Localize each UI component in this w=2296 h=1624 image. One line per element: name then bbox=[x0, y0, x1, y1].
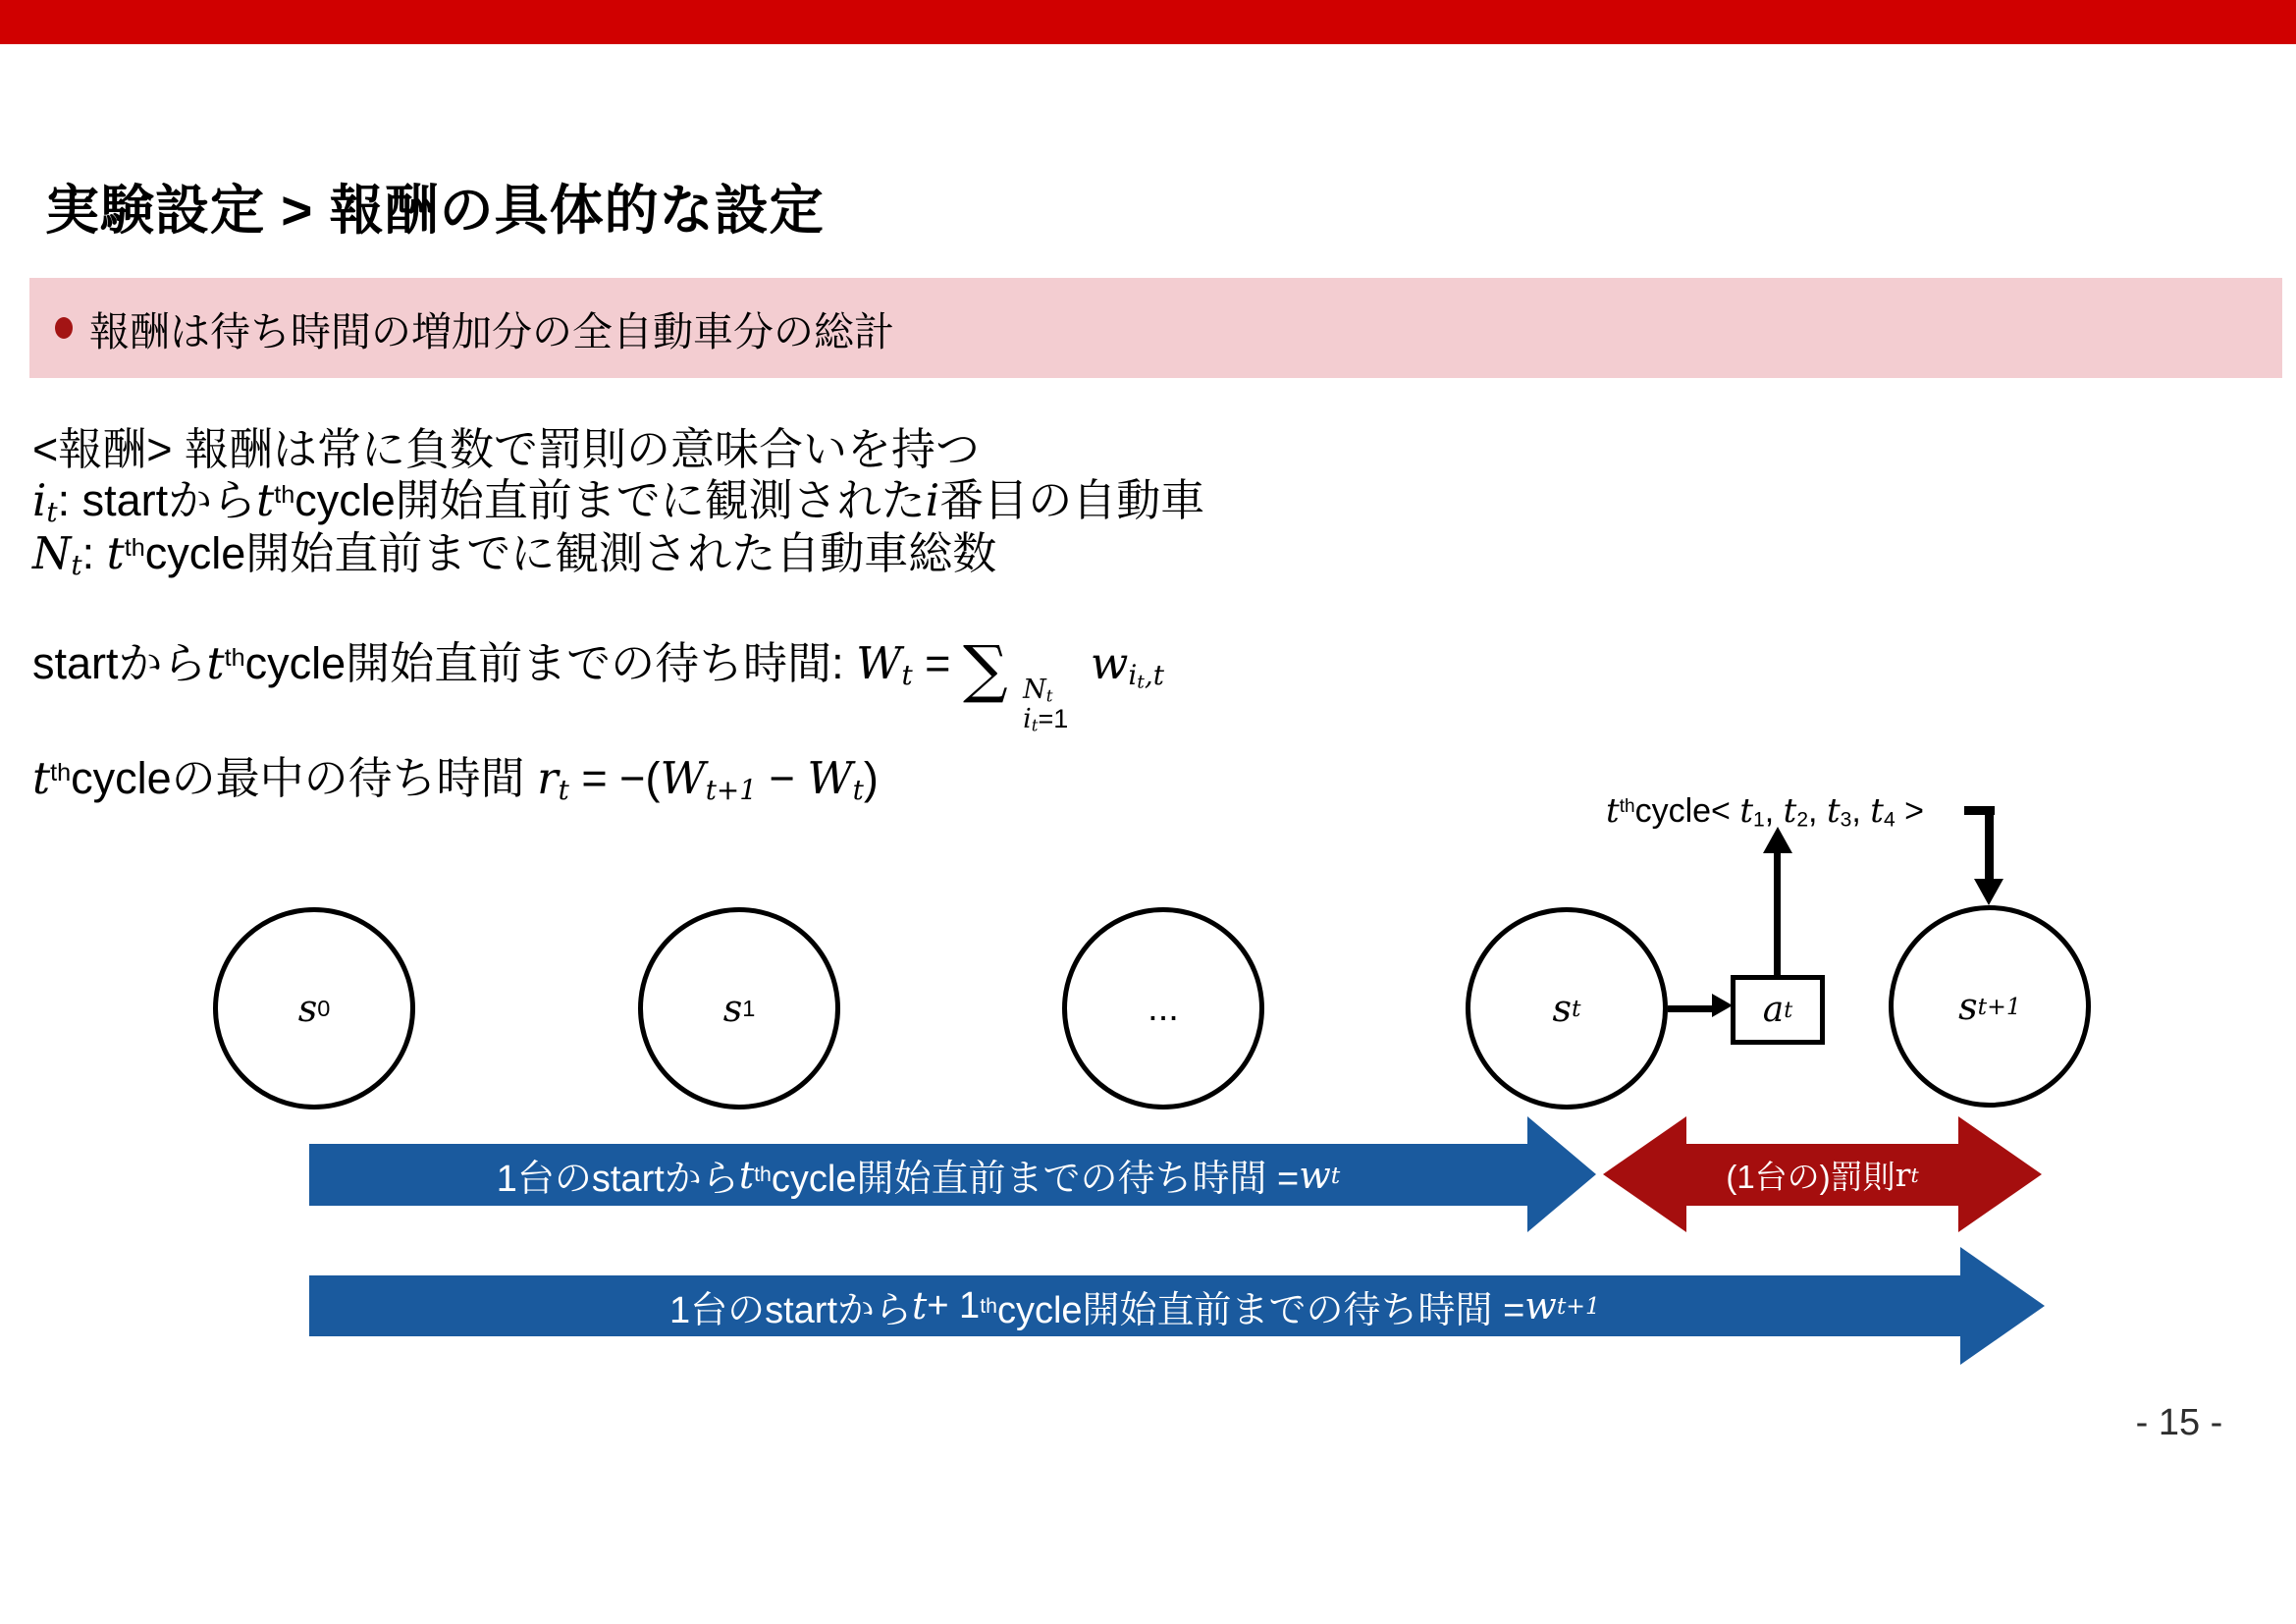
i-definition-line: it: startから$t^{th}cycle$開始直前までに観測されたi番目の自動車 bbox=[32, 474, 1205, 529]
action-to-cycle-arrow-line bbox=[1774, 851, 1781, 977]
reward-formula-line: $t^{th}cycle$の最中の待ち時間 rt = −(Wt+1 − Wt) bbox=[32, 752, 879, 807]
state-circle-st: s t bbox=[1466, 907, 1668, 1110]
bullet-dot-icon bbox=[55, 317, 73, 339]
penalty-arrow-label: (1台の)罰則 r t bbox=[1726, 1156, 1919, 1195]
top-accent-bar bbox=[0, 0, 2296, 44]
wait-time-t-arrow-label: 1台のstartから t th cycle開始直前までの待ち時間 = w t bbox=[496, 1153, 1341, 1200]
highlight-panel bbox=[29, 278, 2282, 378]
formula-post: $wi_t,t$ bbox=[1090, 637, 1164, 693]
wait-time-t1-arrow-head-icon bbox=[1960, 1247, 2045, 1365]
wait-time-formula-line bbox=[32, 623, 1164, 735]
summation-icon: ∑ bbox=[962, 633, 1008, 707]
action-to-cycle-arrow-head-icon bbox=[1763, 827, 1792, 853]
highlight-text: 報酬は待ち時間の増加分の全自動車分の総計 bbox=[89, 308, 894, 354]
penalty-arrow-left-head-icon bbox=[1603, 1116, 1686, 1232]
cycle-to-state-arrow-head-icon bbox=[1974, 879, 2003, 905]
page-title: 実験設定 > 報酬の具体的な設定 bbox=[45, 180, 825, 241]
cycle-to-state-elbow-vertical bbox=[1985, 806, 1994, 882]
summation-lower: it=1 bbox=[1023, 704, 1069, 735]
formula-pre: startから$t^{th}cycle$開始直前までの待ち時間: Wt = bbox=[32, 637, 963, 692]
state-circle-s1: s 1 bbox=[638, 907, 840, 1110]
cycle-phase-label: $t^{th}cycle< t1$, t2, t3, t4 > bbox=[1606, 791, 1924, 832]
state-circle-ellipsis: ... bbox=[1062, 907, 1264, 1110]
summation-upper: Nt bbox=[1023, 675, 1053, 706]
action-box-at: a t bbox=[1731, 975, 1825, 1045]
state-to-action-arrow-line bbox=[1668, 1005, 1714, 1012]
page-number: - 15 - bbox=[2135, 1402, 2223, 1443]
wait-time-t-arrow-head-icon bbox=[1527, 1116, 1596, 1232]
wait-time-t1-arrow-label: 1台のstartから t + 1 th cycle開始直前までの待ち時間 = w t+1 bbox=[668, 1284, 1600, 1331]
reward-note-line: <報酬> 報酬は常に負数で罰則の意味合いを持つ bbox=[32, 424, 981, 474]
state-circle-s0: s 0 bbox=[213, 907, 415, 1110]
n-definition-line: Nt: $t^{th}cycle$開始直前までに観測された自動車総数 bbox=[32, 527, 997, 582]
state-circle-st1: s t+1 bbox=[1889, 905, 2091, 1108]
summation-limits bbox=[1023, 676, 1068, 734]
penalty-arrow-right-head-icon bbox=[1958, 1116, 2042, 1232]
state-to-action-arrow-head-icon bbox=[1712, 994, 1733, 1017]
